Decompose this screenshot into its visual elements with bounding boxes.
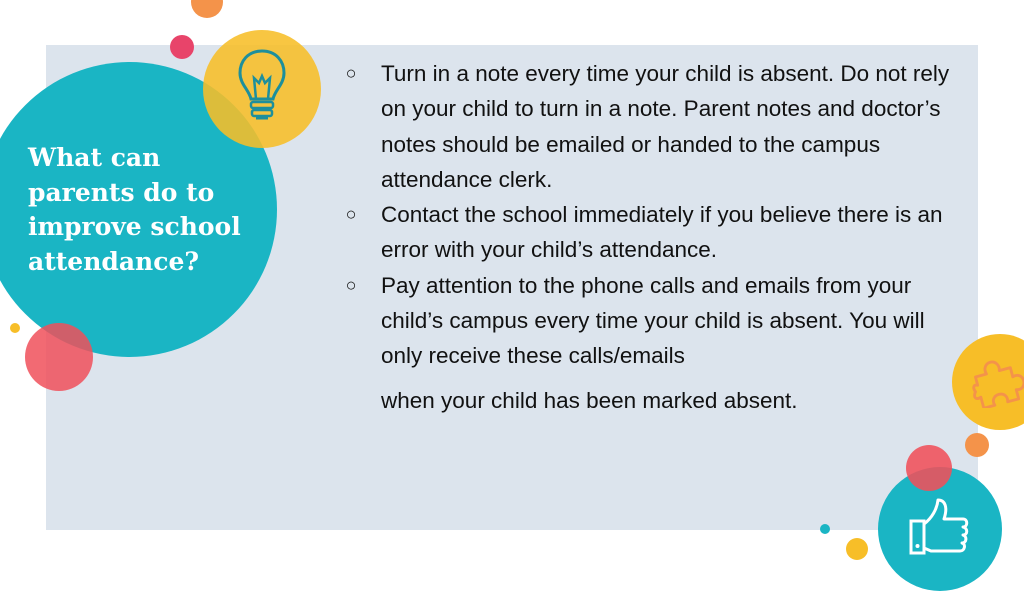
- thumbs-up-icon: [908, 497, 972, 557]
- puzzle-piece-icon: [972, 356, 1024, 408]
- list-item: [336, 268, 956, 418]
- coral-circle-right: [906, 445, 952, 491]
- yellow-dot-left: [10, 323, 20, 333]
- pink-dot: [170, 35, 194, 59]
- bullet-text: Contact the school immediately if you believe there is an error with your child’s attendance.: [381, 202, 943, 263]
- slide-title: What can parents do to improve school attendance?: [28, 143, 241, 276]
- bullet-marker: ○: [345, 274, 357, 295]
- lightbulb-badge: [203, 30, 321, 148]
- orange-dot-right: [965, 433, 989, 457]
- bullet-list: [336, 56, 956, 418]
- bullet-text: Turn in a note every time your child is absent. Do not rely on your child to turn in a note. Parent notes and doctor’s notes should be emailed or handed to the campus attendance clerk.: [381, 61, 950, 192]
- teal-dot: [820, 524, 830, 534]
- orange-dot-top: [191, 0, 223, 18]
- list-item: [336, 197, 956, 268]
- coral-circle-left: [25, 323, 93, 391]
- lightbulb-icon: [236, 48, 288, 128]
- bullet-marker: ○: [345, 204, 357, 225]
- bullet-text: Pay attention to the phone calls and emails from your child’s campus every time your child is absent. You will only receive these calls/emails: [381, 272, 925, 369]
- bullet-text-continuation: when your child has been marked absent.: [381, 387, 798, 413]
- list-item: [336, 56, 956, 197]
- bullet-marker: ○: [345, 63, 357, 83]
- yellow-dot-bottom: [846, 538, 868, 560]
